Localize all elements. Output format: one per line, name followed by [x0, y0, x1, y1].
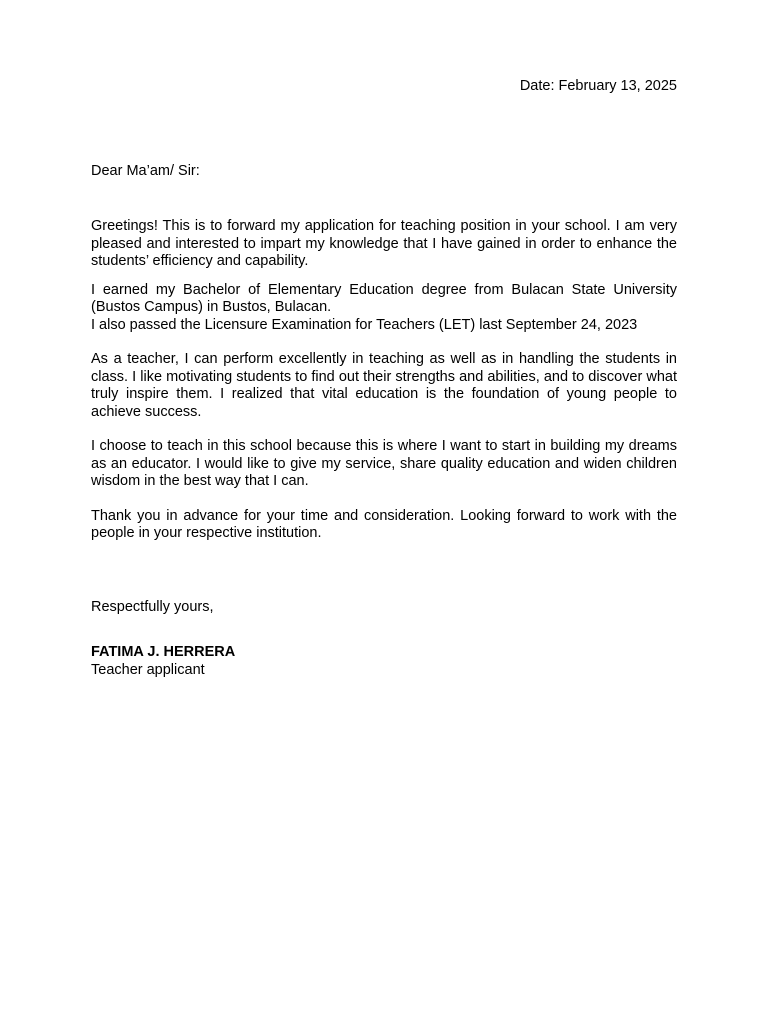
paragraph-education: I earned my Bachelor of Elementary Education degree from Bulacan State University (Bustos Campus) in Bustos, Bulacan. — [91, 281, 677, 315]
letter-body — [91, 218, 677, 543]
paragraph-thanks: Thank you in advance for your time and consideration. Looking forward to work with the people in your respective institution. — [91, 507, 677, 541]
signature-name: FATIMA J. HERRERA — [91, 644, 236, 660]
letter-date: Date: February 13, 2025 — [519, 78, 677, 94]
paragraph-licensure: I also passed the Licensure Examination for Teachers (LET) last September 24, 2023 — [91, 316, 638, 333]
letter-salutation: Dear Ma’am/ Sir: — [91, 163, 200, 179]
letter-closing: Respectfully yours, — [91, 599, 214, 615]
paragraph-motivation: I choose to teach in this school because this is where I want to start in building my dreams as an educator. I would like to give my service, share quality education and widen children wisdom in the best way that I can. — [91, 438, 677, 489]
paragraph-greeting: Greetings! This is to forward my application for teaching position in your school. I am very pleased and interested to impart my knowledge that I have gained in order to enhance the students’ efficiency and capability. — [91, 218, 677, 269]
paragraph-teaching: As a teacher, I can perform excellently in teaching as well as in handling the students in class. I like motivating students to find out their strengths and abilities, and to discover what truly inspire them. I realized that vital education is the foundation of young people to achieve success. — [91, 351, 677, 420]
signature-title: Teacher applicant — [91, 662, 205, 678]
